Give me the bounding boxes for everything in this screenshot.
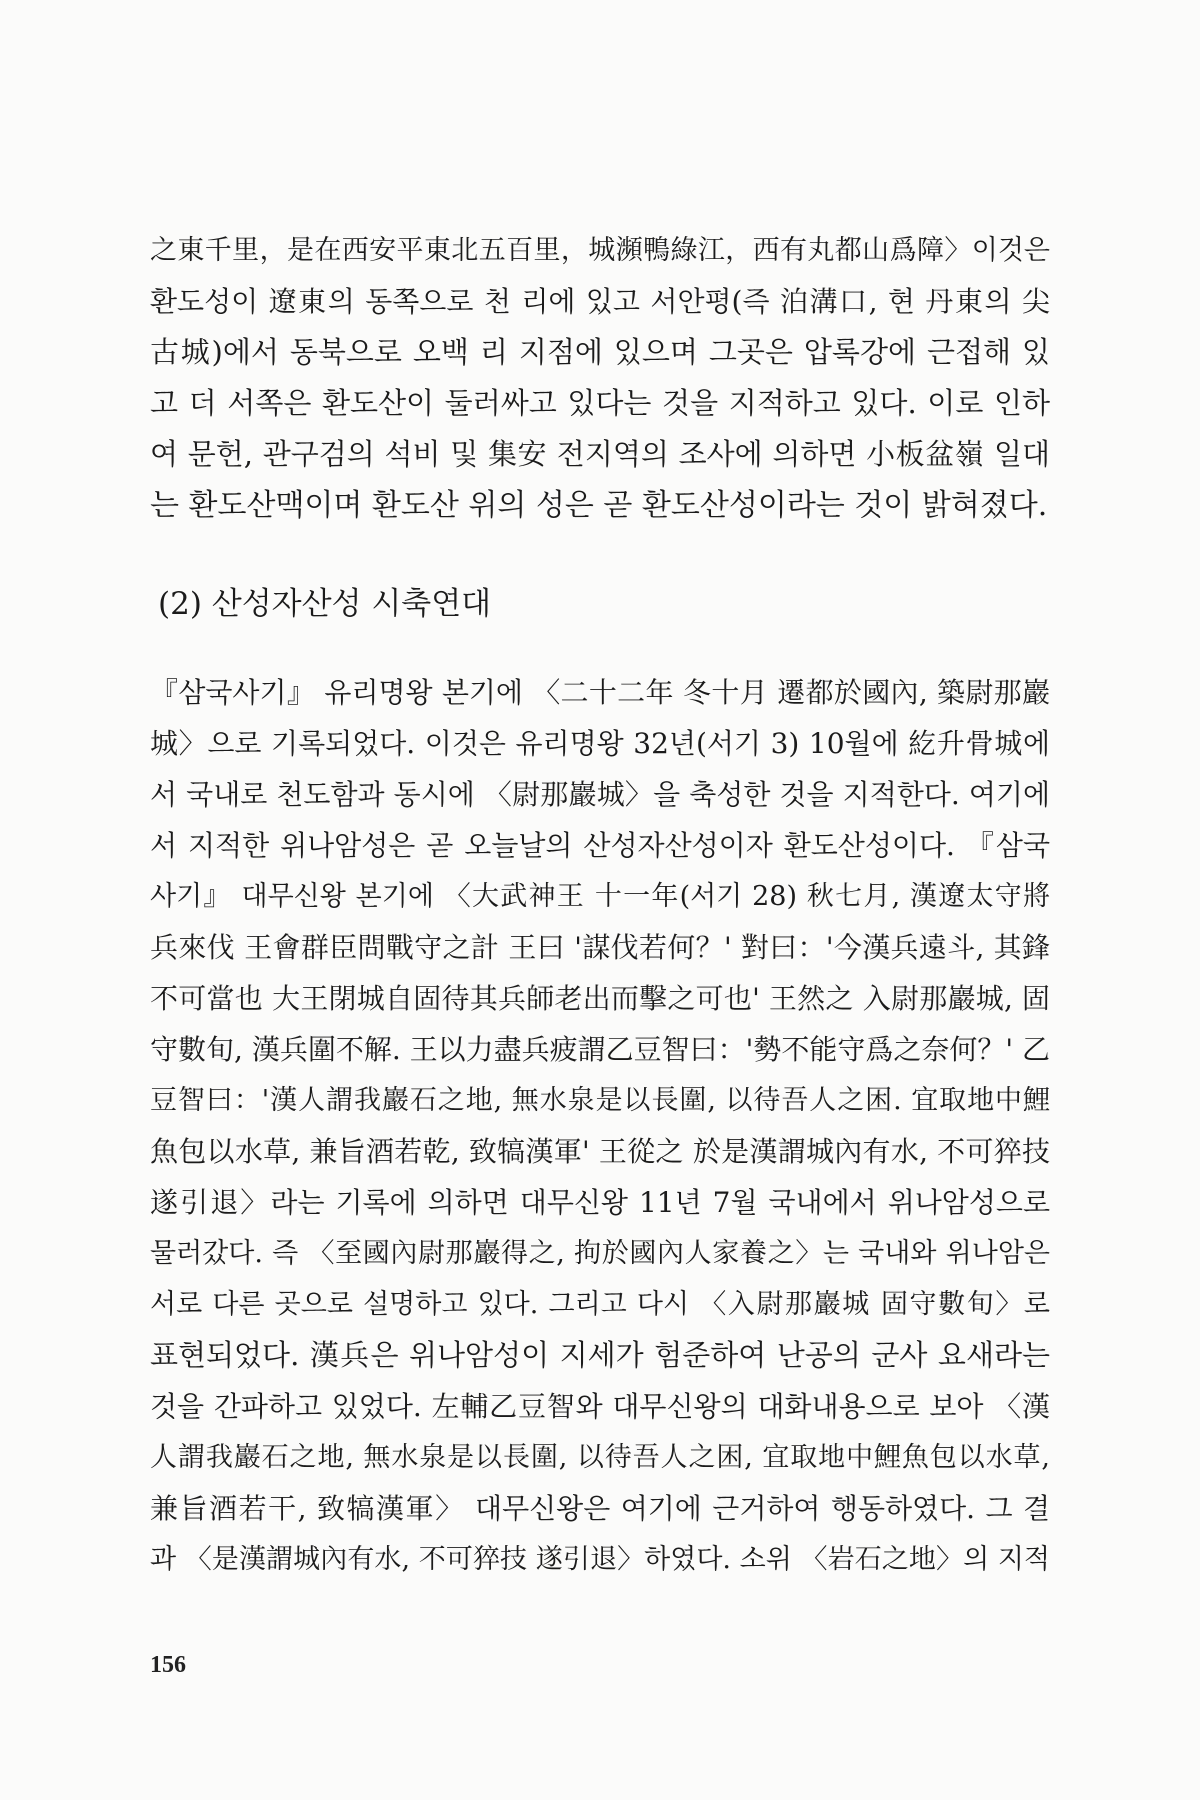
paragraph-1 bbox=[150, 225, 1050, 531]
text-line: 兼旨酒若干, 致犒漢軍〉 대무신왕은 여기에 근거하여 행동하였다. 그 결 bbox=[150, 1492, 1050, 1525]
text-line: 魚包以水草, 兼旨酒若乾, 致犒漢軍' 王從之 於是漢謂城內有水, 不可猝技 bbox=[150, 1135, 1050, 1168]
text-line: 兵來伐 王會群臣問戰守之計 王曰 '謀伐若何？' 對曰：'今漢兵遠斗, 其鋒 bbox=[150, 931, 1050, 964]
text-line: 之東千里，是在西安平東北五百里，城瀕鴨綠江，西有丸都山爲障〉이것은 bbox=[150, 235, 1050, 266]
text-line: 서 국내로 천도함과 동시에 〈尉那巖城〉을 축성한 것을 지적한다. 여기에 bbox=[150, 778, 1050, 811]
text-line: 서로 다른 곳으로 설명하고 있다. 그리고 다시 〈入尉那巖城 固守數旬〉로 bbox=[150, 1289, 1050, 1320]
text-line: 守數旬, 漢兵圍不解. 王以力盡兵疲謂乙豆智曰：'勢不能守爲之奈何？' 乙 bbox=[150, 1033, 1050, 1066]
text-line: 古城)에서 동북으로 오백 리 지점에 있으며 그곳은 압록강에 근접해 있 bbox=[150, 335, 1050, 369]
section-heading: (2) 산성자산성 시축연대 bbox=[158, 586, 492, 622]
text-line: 人謂我巖石之地, 無水泉是以長圍, 以待吾人之困, 宜取地中鯉魚包以水草, bbox=[150, 1442, 1050, 1473]
text-line: 서 지적한 위나암성은 곧 오늘날의 산성자산성이자 환도산성이다. 『삼국 bbox=[150, 829, 1050, 862]
text-line: 『삼국사기』 유리명왕 본기에 〈二十二年 冬十月 遷都於國內, 築尉那巖 bbox=[150, 676, 1050, 709]
text-line: 는 환도산맥이며 환도산 위의 성은 곧 환도산성이라는 것이 밝혀졌다. bbox=[150, 488, 1048, 523]
text-line: 不可當也 大王閉城自固待其兵師老出而擊之可也' 王然之 入尉那巖城, 固 bbox=[150, 982, 1050, 1015]
text-line: 여 문헌, 관구검의 석비 및 集安 전지역의 조사에 의하면 小板盆嶺 일대 bbox=[150, 437, 1050, 471]
text-line: 환도성이 遼東의 동쪽으로 천 리에 있고 서안평(즉 泊溝口, 현 丹東의 尖 bbox=[150, 285, 1050, 318]
paragraph-2 bbox=[150, 667, 1050, 1585]
text-line: 城〉으로 기록되었다. 이것은 유리명왕 32년(서기 3) 10월에 紇升骨城에 bbox=[150, 727, 1050, 760]
text-line: 과 〈是漢謂城內有水, 不可猝技 遂引退〉하였다. 소위 〈岩石之地〉의 지적 bbox=[150, 1544, 1050, 1575]
text-line: 사기』 대무신왕 본기에 〈大武神王 十一年(서기 28) 秋七月, 漢遼太守將 bbox=[150, 881, 1050, 912]
text-line: 표현되었다. 漢兵은 위나암성이 지세가 험준하여 난공의 군사 요새라는 bbox=[150, 1338, 1050, 1372]
text-line: 것을 간파하고 있었다. 左輔乙豆智와 대무신왕의 대화내용으로 보아 〈漢 bbox=[150, 1390, 1050, 1423]
text-line: 遂引退〉라는 기록에 의하면 대무신왕 11년 7월 국내에서 위나암성으로 bbox=[150, 1186, 1050, 1219]
text-line: 물러갔다. 즉 〈至國內尉那巖得之, 拘於國內人家養之〉는 국내와 위나암은 bbox=[150, 1238, 1050, 1269]
text-line: 고 더 서쪽은 환도산이 둘러싸고 있다는 것을 지적하고 있다. 이로 인하 bbox=[150, 386, 1050, 420]
page-number: 156 bbox=[150, 1652, 186, 1678]
text-line: 豆智曰：'漢人謂我巖石之地, 無水泉是以長圍, 以待吾人之困. 宜取地中鯉 bbox=[150, 1085, 1050, 1116]
